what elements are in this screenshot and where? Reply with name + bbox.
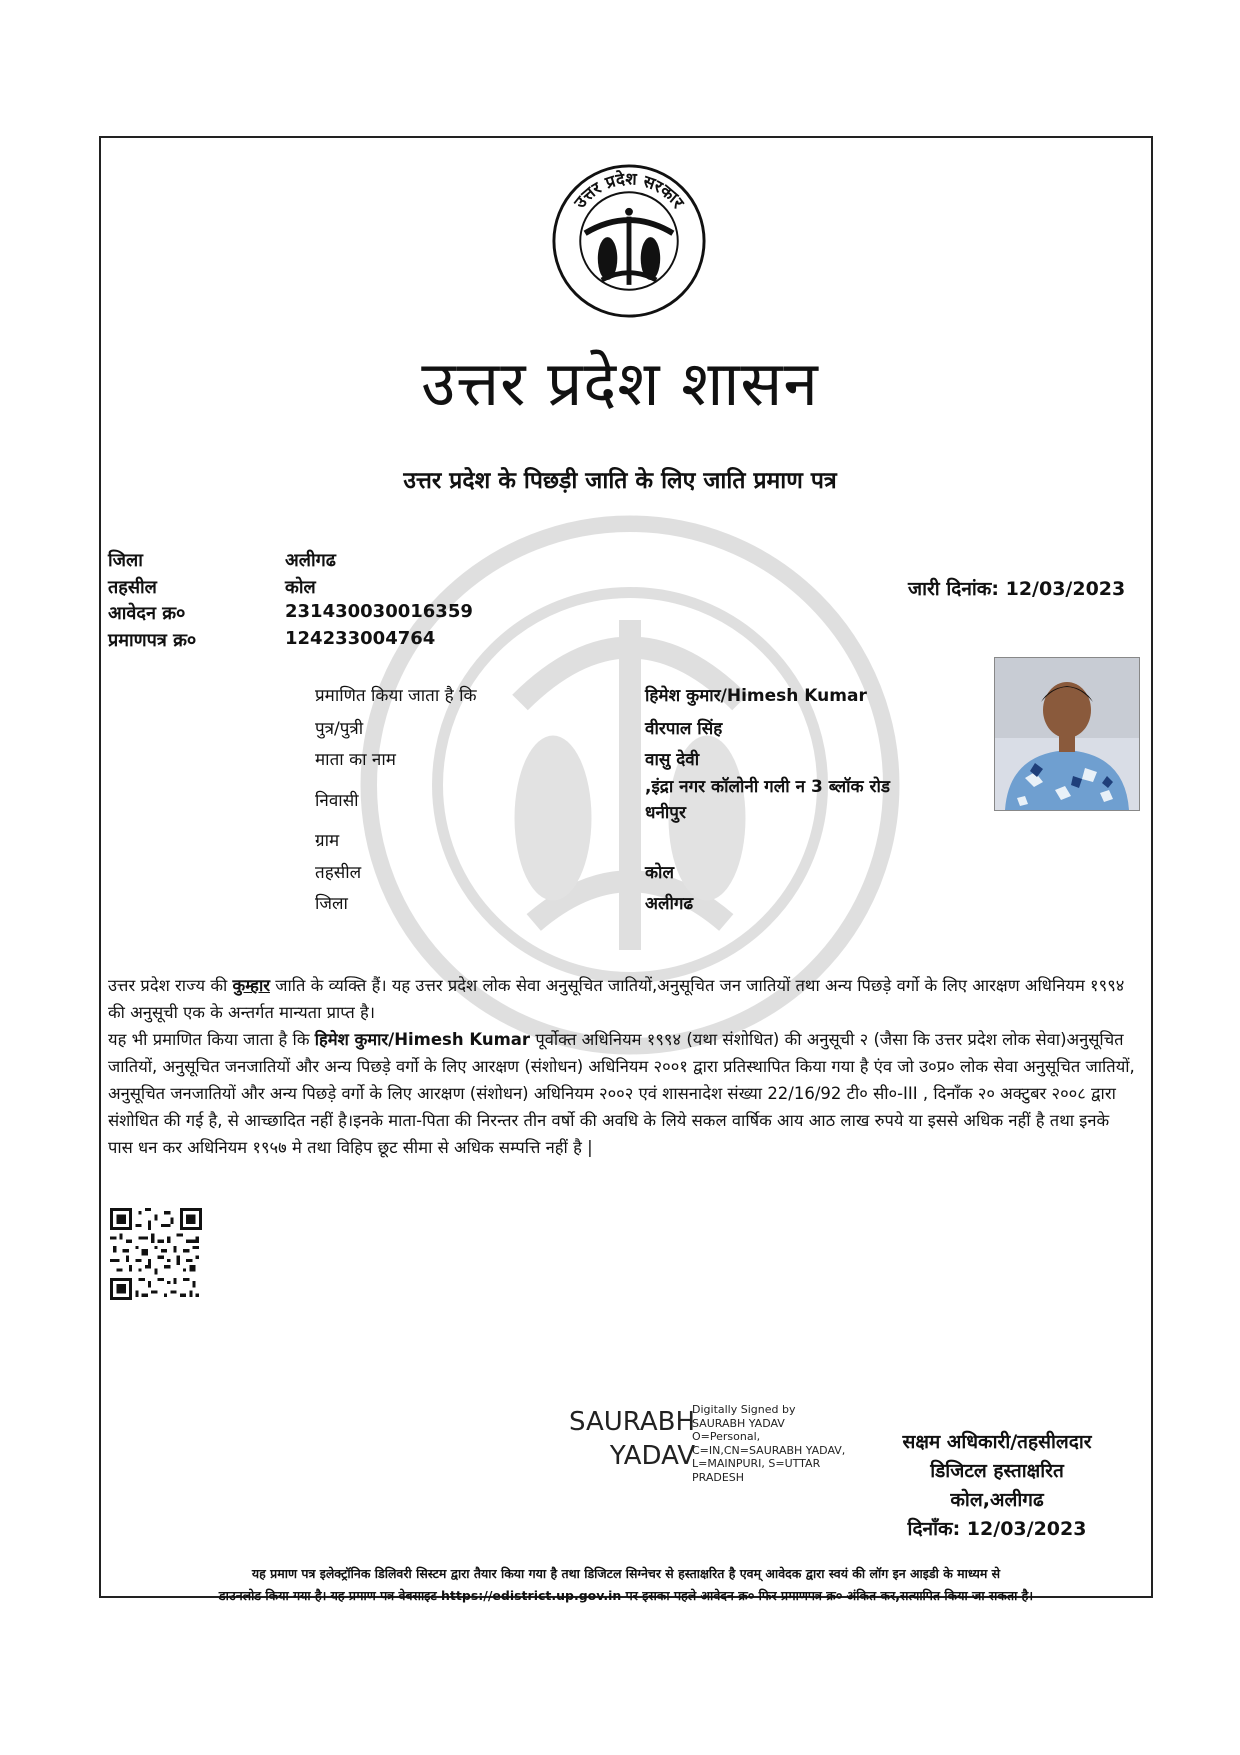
certified-label: प्रमाणित किया जाता है कि — [315, 686, 477, 706]
child-label: पुत्र/पुत्री — [315, 719, 364, 739]
resident-value-line1: ,इंद्रा नगर कॉलोनी गली न 3 ब्लॉक रोड — [645, 777, 890, 797]
up-government-emblem-icon — [551, 163, 707, 319]
certification-paragraph — [108, 1026, 1138, 1161]
meta-application-label: आवेदन क्र० — [108, 603, 186, 624]
detail-tehsil-value: कोल — [645, 863, 674, 883]
signature-detail-3: O=Personal, — [692, 1430, 761, 1443]
meta-certificate-label: प्रमाणपत्र क्र० — [108, 630, 197, 651]
signature-detail-2: SAURABH YADAV — [692, 1416, 785, 1430]
certification-paragraph-end: पूर्वोक्त अधिनियम १९९४ (यथा संशोधित) की अनुसूची २ (जैसा कि उत्तर प्रदेश लोक सेवा)अनुसूचित जातियों, अनुसूचित जनजातियों और अन्य पिछड़े वर्गो के लिए आरक्षण (संशोधन) अधिनियम २००१ द्वारा प्रतिस्थापित किया गया है एंव जो उ०प्र० लोक सेवा अनुसूचित जातियों, अनुसूचित जनजातियों और अन्य पिछड़े वर्गो के लिए आरक्षण (संशोधन) अधिनियम २००२ एवं शासनादेश संख्या 22/16/92 टी० सी०-III , दिनाँक २० अक्टुबर २००८ द्वारा संशोधित की गई है, से आच्छादित नहीं है।इनके माता-पिता की निरन्तर तीन वर्षो की अवधि के लिये सकल वार्षिक आय आठ लाख रुपये या इससे अधिक नहीं है तथा इनके पास धन कर अधिनियम १९५७ मे तथा विहिप छूट सीमा से अधिक सम्पत्ति नहीं है | — [108, 1030, 1135, 1157]
child-value: वीरपाल सिंह — [645, 719, 723, 739]
signature-detail-5: L=MAINPURI, S=UTTAR — [692, 1457, 821, 1470]
qr-code-icon — [110, 1208, 202, 1300]
authority-block — [862, 1428, 1132, 1544]
resident-value-line2: धनीपुर — [645, 803, 686, 823]
footer-note — [108, 1563, 1144, 1607]
certification-name: हिमेश कुमार/Himesh Kumar — [314, 1030, 531, 1049]
detail-tehsil-label: तहसील — [315, 863, 362, 883]
caste-paragraph-end: जाति के व्यक्ति हैं। यह उत्तर प्रदेश लोक सेवा अनुसूचित जातियों,अनुसूचित जन जातियों तथा अन्य पिछड़े वर्गो के लिए आरक्षण अधिनियम १९९४ की अनुसूची एक के अन्तर्गत मान्यता प्राप्त है। — [108, 976, 1125, 1022]
signature-name — [545, 1405, 695, 1473]
footer-line1: यह प्रमाण पत्र इलेक्ट्रॉनिक डिलिवरी सिस्टम द्वारा तैयार किया गया है तथा डिजिटल सिग्नेचर से हस्ताक्षरित है एवम् आवेदक द्वारा स्वयं की लॉग इन आइडी के माध्यम से — [251, 1566, 1001, 1581]
signature-details — [692, 1403, 862, 1484]
caste-name: कुम्हार — [232, 976, 270, 995]
meta-tehsil-value: कोल — [285, 577, 316, 598]
meta-district-value: अलीगढ — [285, 550, 336, 571]
caste-paragraph-start: उत्तर प्रदेश राज्य की — [108, 976, 233, 995]
meta-district-label: जिला — [108, 550, 143, 571]
village-label: ग्राम — [315, 831, 340, 851]
certificate-subtitle: उत्तर प्रदेश के पिछड़ी जाति के लिए जाति प्रमाण पत्र — [403, 468, 837, 494]
footer-line2: डाउनलोड किया गया है। यह प्रमाण पत्र वेबसाइट https://edistrict.up.gov.in पर इसका पहले आवेदन क्र० फिर प्रमाणपत्र क्र० अंकित कर,सत्यापित किया जा सकता है। — [218, 1588, 1034, 1603]
detail-district-label: जिला — [315, 894, 348, 914]
signature-name-line2: YADAV — [609, 1441, 695, 1471]
applicant-photo — [994, 657, 1140, 811]
caste-paragraph — [108, 972, 1138, 1026]
detail-district-value: अलीगढ — [645, 894, 694, 914]
authority-title: सक्षम अधिकारी/तहसीलदार — [902, 1431, 1092, 1453]
certification-paragraph-start: यह भी प्रमाणित किया जाता है कि — [108, 1030, 315, 1049]
certified-value: हिमेश कुमार/Himesh Kumar — [645, 686, 867, 706]
signature-detail-1: Digitally Signed by — [692, 1403, 796, 1416]
signature-detail-4: C=IN,CN=SAURABH YADAV, — [692, 1443, 846, 1457]
mother-value: वासु देवी — [645, 750, 700, 770]
mother-label: माता का नाम — [315, 750, 396, 770]
emblem-text: उत्तर प्रदेश सरकार — [570, 169, 688, 212]
issue-date: जारी दिनांक: 12/03/2023 — [908, 578, 1126, 600]
meta-certificate-value: 124233004764 — [285, 628, 436, 649]
applicant-photo-icon — [995, 658, 1139, 810]
meta-tehsil-label: तहसील — [108, 577, 157, 598]
page-title: उत्तर प्रदेश शासन — [421, 347, 819, 420]
authority-location: कोल,अलीगढ — [950, 1489, 1044, 1511]
resident-label: निवासी — [315, 791, 359, 811]
authority-date: दिनाँक: 12/03/2023 — [907, 1518, 1087, 1540]
signature-name-line1: SAURABH — [569, 1407, 695, 1437]
signature-detail-6: PRADESH — [692, 1470, 745, 1484]
authority-digital: डिजिटल हस्ताक्षरित — [930, 1460, 1064, 1482]
meta-application-value: 231430030016359 — [285, 601, 473, 622]
